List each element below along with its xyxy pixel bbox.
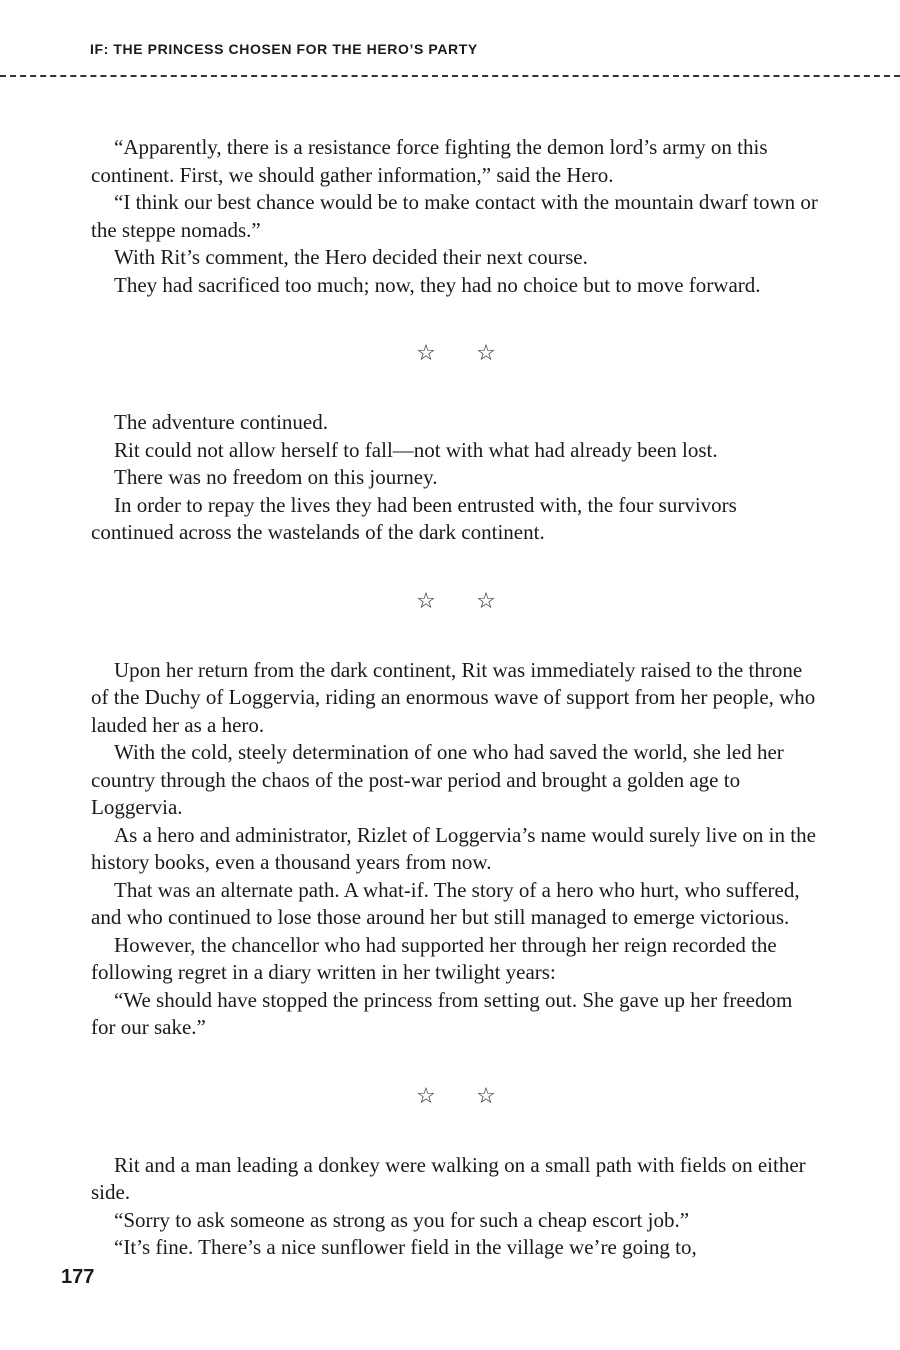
star-outline-icon: ☆ xyxy=(416,1083,436,1109)
section-2 xyxy=(91,409,821,547)
star-outline-icon: ☆ xyxy=(476,1083,496,1109)
section-4 xyxy=(91,1152,821,1262)
paragraph: That was an alternate path. A what-if. The story of a hero who hurt, who suffered, and who continued to lose those around her but still managed to emerge victorious. xyxy=(91,877,800,929)
paragraph: “Sorry to ask someone as strong as you for such a cheap escort job.” xyxy=(114,1207,690,1232)
paragraph: “We should have stopped the princess from setting out. She gave up her freedom for our sake.” xyxy=(91,987,793,1039)
paragraph: However, the chancellor who had supported her through her reign recorded the following regret in a diary written in her twilight years: xyxy=(91,932,777,984)
paragraph: Rit could not allow herself to fall—not with what had already been lost. xyxy=(114,437,718,462)
paragraph: “I think our best chance would be to make contact with the mountain dwarf town or the steppe nomads.” xyxy=(91,190,818,242)
section-1 xyxy=(91,134,821,299)
paragraph: “It’s fine. There’s a nice sunflower field in the village we’re going to, xyxy=(114,1235,697,1259)
star-outline-icon: ☆ xyxy=(476,588,496,614)
running-title: IF: THE PRINCESS CHOSEN FOR THE HERO’S PARTY xyxy=(90,41,478,57)
star-outline-icon: ☆ xyxy=(416,588,436,614)
dashed-divider xyxy=(0,75,900,77)
body-text xyxy=(91,134,821,1262)
paragraph: In order to repay the lives they had been entrusted with, the four survivors continued across the wastelands of the dark continent. xyxy=(91,492,737,544)
paragraph: With the cold, steely determination of one who had saved the world, she led her country through the chaos of the post-war period and brought a golden age to Loggervia. xyxy=(91,740,784,819)
paragraph: With Rit’s comment, the Hero decided their next course. xyxy=(114,245,588,269)
page-number: 177 xyxy=(61,1266,95,1288)
star-outline-icon: ☆ xyxy=(416,341,436,367)
paragraph: Rit and a man leading a donkey were walking on a small path with fields on either side. xyxy=(91,1152,806,1204)
section-3 xyxy=(91,657,821,1042)
scene-break xyxy=(91,547,821,657)
paragraph: “Apparently, there is a resistance force fighting the demon lord’s army on this continent. First, we should gather information,” said the Hero. xyxy=(91,135,768,187)
star-outline-icon: ☆ xyxy=(476,341,496,367)
paragraph: There was no freedom on this journey. xyxy=(114,465,438,489)
paragraph: The adventure continued. xyxy=(114,410,328,434)
paragraph: Upon her return from the dark continent, Rit was immediately raised to the throne of the Duchy of Loggervia, riding an enormous wave of support from her people, who lauded her as a hero. xyxy=(91,657,816,737)
scene-break xyxy=(91,1042,821,1152)
scene-break xyxy=(91,299,821,409)
paragraph: They had sacrificed too much; now, they had no choice but to move forward. xyxy=(114,272,761,297)
paragraph: As a hero and administrator, Rizlet of Loggervia’s name would surely live on in the history books, even a thousand years from now. xyxy=(91,822,816,874)
